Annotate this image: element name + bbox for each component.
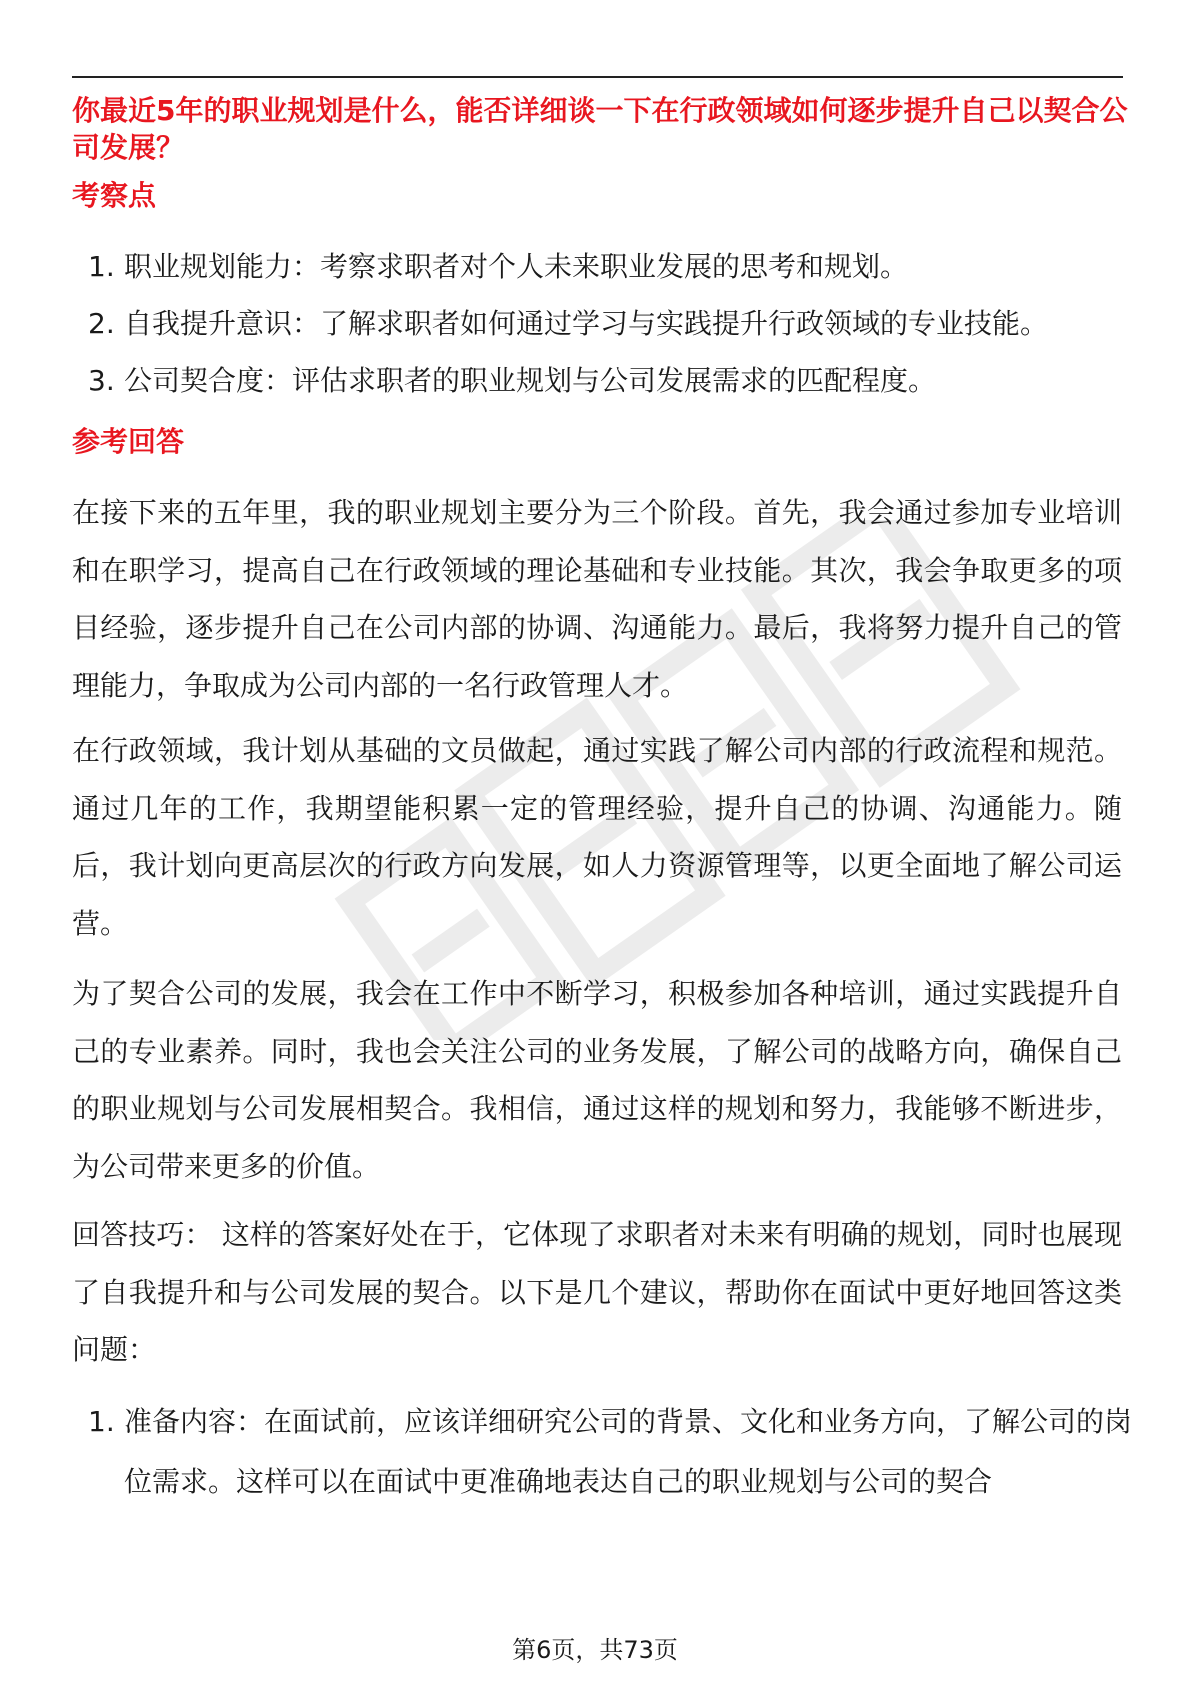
list-item xyxy=(72,352,1132,409)
list-item-text: 自我提升意识：了解求职者如何通过学习与实践提升行政领域的专业技能。 xyxy=(124,307,1049,340)
list-item xyxy=(72,295,1132,352)
section-heading-focus: 考察点 xyxy=(72,179,157,212)
tips-list xyxy=(72,1392,1132,1512)
list-item-text: 职业规划能力：考察求职者对个人未来职业发展的思考和规划。 xyxy=(124,250,909,283)
list-number: 2. xyxy=(88,307,115,340)
page-number-footer: 第6页，共73页 xyxy=(512,1636,678,1664)
list-item xyxy=(72,1392,1132,1512)
list-item-text: 公司契合度：评估求职者的职业规划与公司发展需求的匹配程度。 xyxy=(124,364,937,397)
list-number: 3. xyxy=(88,364,115,397)
list-number: 1. xyxy=(88,1405,115,1438)
section-heading-answer: 参考回答 xyxy=(72,425,185,458)
answer-tips-intro: 回答技巧： 这样的答案好处在于，它体现了求职者对未来有明确的规划，同时也展现了自我提升和与公司发展的契合。以下是几个建议，帮助你在面试中更好地回答这类问题： xyxy=(72,1218,1122,1366)
question-title: 你最近5年的职业规划是什么，能否详细谈一下在行政领域如何逐步提升自己以契合公司发展？ xyxy=(72,94,1128,165)
top-divider xyxy=(72,76,1123,78)
answer-paragraph-3: 为了契合公司的发展，我会在工作中不断学习，积极参加各种培训，通过实践提升自己的专业素养。同时，我也会关注公司的业务发展，了解公司的战略方向，确保自己的职业规划与公司发展相契合。我相信，通过这样的规划和努力，我能够不断进步，为公司带来更多的价值。 xyxy=(72,977,1122,1183)
answer-paragraph-2: 在行政领域，我计划从基础的文员做起，通过实践了解公司内部的行政流程和规范。通过几年的工作，我期望能积累一定的管理经验，提升自己的协调、沟通能力。随后，我计划向更高层次的行政方向发展，如人力资源管理等，以更全面地了解公司运营。 xyxy=(72,734,1122,940)
list-number: 1. xyxy=(88,250,115,283)
list-item xyxy=(72,238,1132,295)
answer-paragraph-1: 在接下来的五年里，我的职业规划主要分为三个阶段。首先，我会通过参加专业培训和在职学习，提高自己在行政领域的理论基础和专业技能。其次，我会争取更多的项目经验，逐步提升自己在公司内部的协调、沟通能力。最后，我将努力提升自己的管理能力，争取成为公司内部的一名行政管理人才。 xyxy=(72,496,1122,702)
list-item-text: 准备内容：在面试前，应该详细研究公司的背景、文化和业务方向，了解公司的岗位需求。这样可以在面试中更准确地表达自己的职业规划与公司的契合 xyxy=(124,1405,1133,1498)
focus-list xyxy=(72,238,1132,409)
